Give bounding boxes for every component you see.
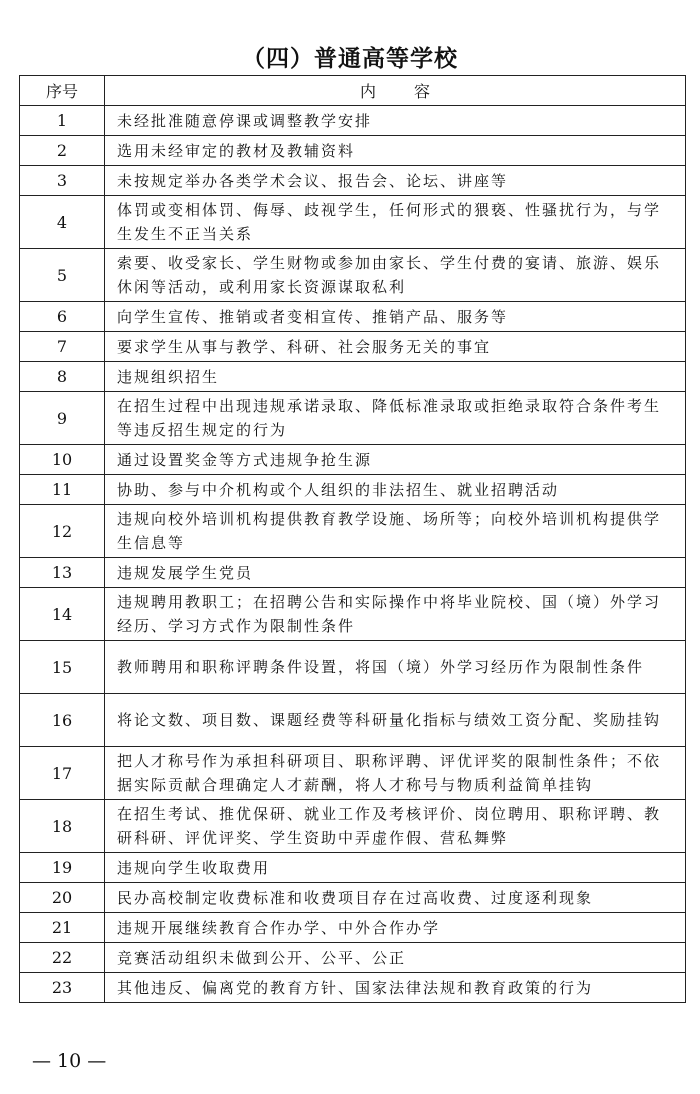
row-content: 民办高校制定收费标准和收费项目存在过高收费、过度逐利现象 — [105, 883, 686, 913]
row-content: 协助、参与中介机构或个人组织的非法招生、就业招聘活动 — [105, 475, 686, 505]
row-content: 在招生过程中出现违规承诺录取、降低标准录取或拒绝录取符合条件考生等违反招生规定的行为 — [105, 392, 686, 445]
row-number: 3 — [20, 166, 105, 196]
row-content: 违规向校外培训机构提供教育教学设施、场所等；向校外培训机构提供学生信息等 — [105, 505, 686, 558]
row-number: 16 — [20, 694, 105, 747]
row-content: 未经批准随意停课或调整教学安排 — [105, 106, 686, 136]
row-number: 7 — [20, 332, 105, 362]
row-content: 将论文数、项目数、课题经费等科研量化指标与绩效工资分配、奖励挂钩 — [105, 694, 686, 747]
row-content: 体罚或变相体罚、侮辱、歧视学生，任何形式的猥亵、性骚扰行为，与学生发生不正当关系 — [105, 196, 686, 249]
row-content: 教师聘用和职称评聘条件设置，将国（境）外学习经历作为限制性条件 — [105, 641, 686, 694]
row-number: 10 — [20, 445, 105, 475]
table-row — [20, 302, 686, 332]
table-row — [20, 445, 686, 475]
row-number: 12 — [20, 505, 105, 558]
row-content: 违规聘用教职工；在招聘公告和实际操作中将毕业院校、国（境）外学习经历、学习方式作为限制性条件 — [105, 588, 686, 641]
row-content: 其他违反、偏离党的教育方针、国家法律法规和教育政策的行为 — [105, 973, 686, 1003]
table-row — [20, 694, 686, 747]
row-number: 2 — [20, 136, 105, 166]
table-row — [20, 332, 686, 362]
row-content: 向学生宣传、推销或者变相宣传、推销产品、服务等 — [105, 302, 686, 332]
page-number: — 10 — — [32, 1050, 107, 1072]
table-row — [20, 196, 686, 249]
row-number: 15 — [20, 641, 105, 694]
table-row — [20, 106, 686, 136]
table-row — [20, 249, 686, 302]
row-content: 通过设置奖金等方式违规争抢生源 — [105, 445, 686, 475]
row-number: 5 — [20, 249, 105, 302]
section-title: （四）普通高等学校 — [242, 46, 458, 72]
row-content: 违规向学生收取费用 — [105, 853, 686, 883]
row-number: 22 — [20, 943, 105, 973]
header-content: 内容 — [105, 76, 686, 106]
row-number: 8 — [20, 362, 105, 392]
row-content: 违规发展学生党员 — [105, 558, 686, 588]
table-row — [20, 588, 686, 641]
table-row — [20, 973, 686, 1003]
row-number: 23 — [20, 973, 105, 1003]
row-content: 在招生考试、推优保研、就业工作及考核评价、岗位聘用、职称评聘、教研科研、评优评奖、学生资助中弄虚作假、营私舞弊 — [105, 800, 686, 853]
table-row — [20, 392, 686, 445]
row-content: 要求学生从事与教学、科研、社会服务无关的事宜 — [105, 332, 686, 362]
header-number: 序号 — [20, 76, 105, 106]
table-row — [20, 641, 686, 694]
row-content: 未按规定举办各类学术会议、报告会、论坛、讲座等 — [105, 166, 686, 196]
row-number: 13 — [20, 558, 105, 588]
row-content: 把人才称号作为承担科研项目、职称评聘、评优评奖的限制性条件；不依据实际贡献合理确定人才薪酬，将人才称号与物质利益简单挂钩 — [105, 747, 686, 800]
row-content: 选用未经审定的教材及教辅资料 — [105, 136, 686, 166]
row-number: 14 — [20, 588, 105, 641]
table-row — [20, 943, 686, 973]
table-row — [20, 800, 686, 853]
table-row — [20, 747, 686, 800]
row-number: 21 — [20, 913, 105, 943]
table-header-row — [20, 76, 686, 106]
row-number: 17 — [20, 747, 105, 800]
table-row — [20, 883, 686, 913]
row-content: 违规开展继续教育合作办学、中外合作办学 — [105, 913, 686, 943]
table-row — [20, 853, 686, 883]
table-row — [20, 505, 686, 558]
row-content: 竞赛活动组织未做到公开、公平、公正 — [105, 943, 686, 973]
row-number: 18 — [20, 800, 105, 853]
violations-table — [19, 75, 686, 1003]
row-number: 19 — [20, 853, 105, 883]
row-content: 索要、收受家长、学生财物或参加由家长、学生付费的宴请、旅游、娱乐休闲等活动，或利用家长资源谋取私利 — [105, 249, 686, 302]
table-row — [20, 136, 686, 166]
table-row — [20, 166, 686, 196]
row-number: 20 — [20, 883, 105, 913]
row-content: 违规组织招生 — [105, 362, 686, 392]
table-row — [20, 362, 686, 392]
row-number: 1 — [20, 106, 105, 136]
row-number: 11 — [20, 475, 105, 505]
table-row — [20, 558, 686, 588]
row-number: 6 — [20, 302, 105, 332]
row-number: 4 — [20, 196, 105, 249]
table-row — [20, 913, 686, 943]
row-number: 9 — [20, 392, 105, 445]
table-row — [20, 475, 686, 505]
